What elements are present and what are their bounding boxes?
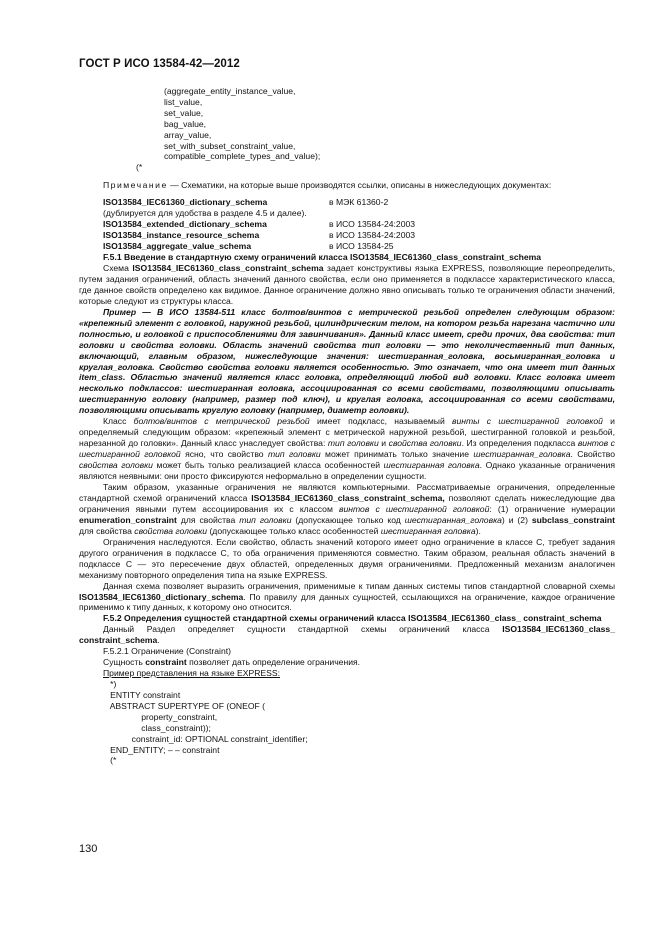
text-run: Данный Раздел определяет сущности стандартной схемы ограничений класса [103, 624, 503, 635]
schema-row [103, 230, 615, 241]
page-number: 130 [79, 843, 98, 855]
text-run-italic: винтов с шестигранной головкой [339, 503, 490, 514]
text-run: может принимать только значение [320, 449, 474, 460]
text-run: позволяет дать определение ограничения. [186, 657, 361, 668]
paragraph [79, 416, 615, 482]
schema-list [79, 197, 615, 252]
text-run: может быть только реализацией класса особенностей [152, 460, 384, 471]
text-run: . Свойство [570, 449, 616, 460]
paragraph [79, 624, 615, 646]
schema-name: ISO13584_aggregate_value_schema [103, 241, 252, 252]
example-label: Пример представления на языке EXPRESS: [103, 668, 281, 679]
note-dash: — [167, 180, 182, 191]
document-body [79, 86, 615, 766]
schema-ref: в МЭК 61360-2 [329, 197, 389, 208]
text-run-italic: свойства головки [388, 438, 462, 449]
text-run: . Из определения подкласса [461, 438, 578, 449]
text-run: (допускающее только код [291, 514, 405, 525]
text-run: имеет подкласс, называемый [309, 416, 453, 427]
schema-note: (дублируется для удобства в разделе 4.5 и далее). [103, 208, 307, 219]
text-run: для свойства [176, 514, 240, 525]
text-run: (допускающее только класс особенностей [207, 525, 381, 536]
text-run-italic: шестигранная головка [380, 525, 476, 536]
schema-name: ISO13584_IEC61360_dictionary_schema [103, 197, 268, 208]
express-code-top: (aggregate_entity_instance_value, list_value, set_value, bag_value, array_value, set_with_subset_constraint_value, compatible_complete_types_and_value); [164, 86, 321, 162]
subsection-heading: F.5.2.1 Ограничение (Constraint) [103, 646, 231, 657]
entity-name-inline: subclass_constraint [531, 514, 615, 525]
text-run-italic: шестигранная_головка [473, 449, 571, 460]
text-run: . Однако указанные ограничения являются неявными: они просто фиксируются неформально в определении сущности. [79, 460, 616, 482]
text-run: ясно, что свойство [180, 449, 268, 460]
text-run: Таким образом, указанные ограничения не являются компьютерными. Рассматриваемые ограничения, определенные стандартной схемой ограничений класса [79, 481, 615, 503]
schema-ref: в ИСО 13584-24:2003 [329, 219, 416, 230]
express-comment-open: (* [136, 162, 143, 173]
text-run-italic: винтов с шестигранной головкой [79, 438, 615, 460]
text-run: задает конструктивы языка EXPRESS, позволяющие переопределить, путем задания ограничений, область значений данного свойства, если оно применяется в подклассе характеристического класса, где данное свойств определено как видимое. Данное ограничение должно явно описывать только те ограничения области значений, которые следуют из структуры класса. [79, 262, 616, 306]
note-label: Примечание [103, 180, 168, 191]
section-heading-f51: F.5.1 Введение в стандартную схему ограничений класса ISO13584_IEC61360_class_constraint_schema [103, 251, 542, 262]
text-run-italic: свойства головки [79, 460, 153, 471]
text-run: ) и (2) [501, 514, 532, 525]
text-run-italic: шестигранная_головка [404, 514, 502, 525]
schema-name-inline: ISO13584_IEC61360_dictionary_schema [79, 591, 244, 602]
text-run: Данная схема позволяет выразить ограничения, применимые к типам данных системы типов стандартной словарной схемы [103, 580, 615, 591]
document-header: ГОСТ Р ИСО 13584-42—2012 [79, 58, 240, 70]
schema-name-inline: ISO13584_IEC61360_class_constraint_schema [132, 262, 324, 273]
text-run: и определяемый следующим образом: «крепежный элемент с метрической наружной резьбой, шестигранной головкой и резьбой, нарезанной до головки». Данный класс унаследует свойства: [79, 416, 615, 449]
text-run-italic: тип головки [239, 514, 292, 525]
schema-name: ISO13584_extended_dictionary_schema [103, 219, 267, 230]
text-run: для свойства [79, 525, 135, 536]
text-run-italic: шестигранная головка [383, 460, 480, 471]
express-code-bottom: *) ENTITY constraint ABSTRACT SUPERTYPE OF (ONEOF ( property_constraint, class_constraint)); constraint_id: OPTIONAL constraint_identifier; END_ENTITY; – – constraint (* [109, 679, 308, 766]
text-run: ). [475, 525, 481, 536]
text-run: . [157, 635, 160, 646]
schema-name: ISO13584_instance_resource_schema [103, 230, 260, 241]
text-run: Сущность [103, 657, 146, 668]
schema-ref: в ИСО 13584-24:2003 [329, 230, 416, 241]
note-text: Схематики, на которые выше производятся ссылки, описаны в нижеследующих документах: [181, 180, 552, 191]
schema-ref: в ИСО 13584-25 [329, 241, 394, 252]
text-run: : (1) ограничение нумерации [489, 503, 616, 514]
schema-row [103, 197, 615, 208]
paragraph: Ограничения наследуются. Если свойство, область значений которого имеет одно ограничение в классе С, требует задания другого ограничения в подклассе С, то оба ограничения применяются совместно. Таким образом, реальная область значений в подклассе С — это пересечение двух областей, определенных двумя ограничениями. Предложенный механизм аналогичен механизму повторного определения типа на языке EXPRESS. [79, 536, 615, 580]
paragraph [79, 482, 615, 537]
schema-name-inline: ISO13584_IEC61360_class_constraint_schema, [251, 492, 445, 503]
section-heading-f52: F.5.2 Определения сущностей стандартной схемы ограничений класса ISO13584_IEC61360_class_ constraint_schema [103, 613, 602, 624]
schema-row [103, 241, 615, 252]
text-run-italic: тип головки [327, 438, 379, 449]
text-run-italic: тип головки [267, 449, 321, 460]
text-run: . По правилу для данных сущностей, ссылающихся на ограничение, каждое ограничение применимо к типу данных, к которому оно относится. [79, 591, 615, 613]
paragraph [79, 657, 615, 668]
text-run-italic: болтов/винтов с метрической резьбой [133, 416, 310, 427]
schema-name-inline: ISO13584_IEC61360_class_ constraint_schema [79, 624, 615, 646]
entity-name-inline: enumeration_constraint [79, 514, 177, 525]
paragraph [79, 263, 615, 307]
paragraph [79, 581, 615, 614]
schema-row [103, 219, 615, 230]
text-run: Класс [103, 416, 134, 427]
example-paragraph: Пример — В ИСО 13584-511 класс болтов/винтов с метрической резьбой определен следующим образом: «крепежный элемент с головкой, наружной резьбой, цилиндрическим телом, на котором резьба нарезана частично или полностью, и головкой с приспособлениями для завинчивания». Данный класс имеет, среди прочих, два свойства: тип головки и свойства головки. Область значений свойства тип головки — это неколичественный тип данных, включающий, главным образом, нижеследующие значения: шестигранная_головка, восьмигранная_головка и круглая_головка. Свойство свойства головки является особенностью. Это означает, что она имеет тип данных item_class. Областью значений является класс головка, определяющий любой вид головки. Класс головка имеет несколько подклассов: шестигранная головка, ассоциированная со всеми свойствами, позволяющими описывать шестигранную головку (например, размер под ключ), и круглая головка, ассоциированная со всеми свойствами, позволяющими описывать круглую головку (например, диаметр головки). [79, 306, 615, 416]
entity-name-inline: constraint [145, 657, 187, 668]
text-run-italic: свойства головки [134, 525, 208, 536]
text-run: Схема [103, 262, 133, 273]
note [79, 180, 615, 191]
text-run: позволяют сделать нижеследующие два ограничения явными путем ассоциирования их с классом [79, 492, 615, 514]
text-run: и [378, 438, 389, 449]
text-run-italic: винты с шестигранной головкой [452, 416, 603, 427]
